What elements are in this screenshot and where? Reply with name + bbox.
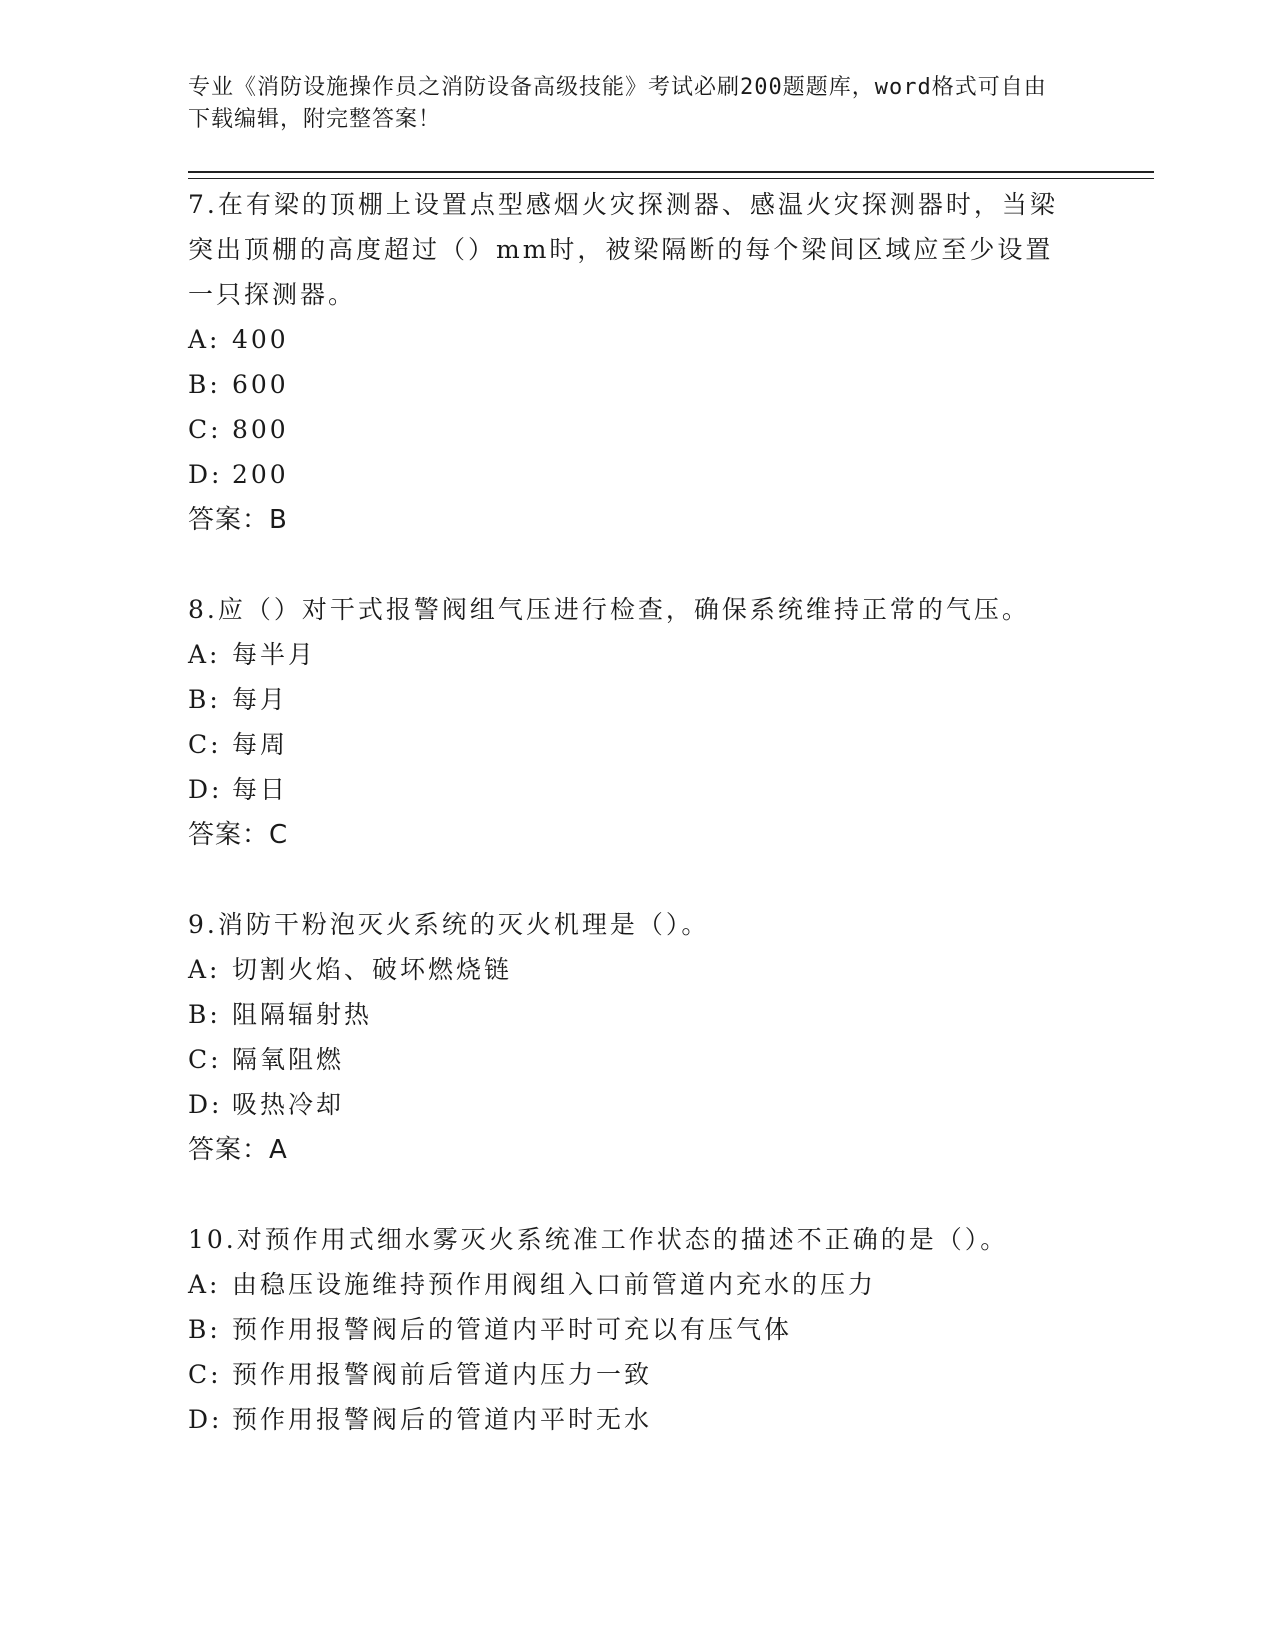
option-letter: A: xyxy=(188,1270,221,1299)
option-text: 200 xyxy=(232,460,289,489)
option-d xyxy=(188,1397,1148,1442)
option-c xyxy=(188,407,1148,452)
answer-line: 答案：A xyxy=(188,1135,288,1165)
option-letter: B: xyxy=(188,1315,221,1344)
option-letter: D: xyxy=(188,1090,223,1119)
option-letter: C: xyxy=(188,1360,222,1389)
header-divider xyxy=(188,171,1154,179)
option-a xyxy=(188,632,1148,677)
document-page xyxy=(188,72,1148,1486)
option-letter: D: xyxy=(188,775,223,804)
option-letter: C: xyxy=(188,1045,222,1074)
option-text: 预作用报警阀后的管道内平时可充以有压气体 xyxy=(232,1315,793,1344)
option-letter: B: xyxy=(188,685,221,714)
option-text: 预作用报警阀前后管道内压力一致 xyxy=(232,1360,653,1389)
option-d xyxy=(188,1082,1148,1127)
option-text: 预作用报警阀后的管道内平时无水 xyxy=(232,1405,653,1434)
option-text: 阻隔辐射热 xyxy=(232,1000,373,1029)
document-header: 专业《消防设施操作员之消防设备高级技能》考试必刷200题题库，word格式可自由下载编辑，附完整答案！ xyxy=(188,75,1047,132)
question-list xyxy=(188,182,1148,1442)
option-b xyxy=(188,992,1148,1037)
question-stem: 7.在有梁的顶棚上设置点型感烟火灾探测器、感温火灾探测器时，当梁突出顶棚的高度超过（）mm时，被梁隔断的每个梁间区域应至少设置一只探测器。 xyxy=(188,190,1058,309)
question-item xyxy=(188,587,1148,858)
question-item xyxy=(188,182,1148,543)
option-d xyxy=(188,452,1148,497)
option-c xyxy=(188,1352,1148,1397)
option-text: 每周 xyxy=(232,730,289,759)
option-letter: B: xyxy=(188,1000,221,1029)
option-text: 由稳压设施维持预作用阀组入口前管道内充水的压力 xyxy=(232,1270,877,1299)
option-c xyxy=(188,1037,1148,1082)
option-letter: A: xyxy=(188,640,221,669)
option-b xyxy=(188,677,1148,722)
option-text: 每日 xyxy=(232,775,289,804)
option-text: 400 xyxy=(232,325,289,354)
option-text: 800 xyxy=(232,415,289,444)
option-b xyxy=(188,1307,1148,1352)
option-c xyxy=(188,722,1148,767)
option-text: 隔氧阻燃 xyxy=(232,1045,345,1074)
option-letter: C: xyxy=(188,415,222,444)
answer-line: 答案：C xyxy=(188,820,289,850)
option-letter: C: xyxy=(188,730,222,759)
option-letter: D: xyxy=(188,1405,223,1434)
question-stem: 10.对预作用式细水雾灭火系统准工作状态的描述不正确的是（）。 xyxy=(188,1225,1009,1254)
option-letter: D: xyxy=(188,460,223,489)
option-letter: A: xyxy=(188,955,221,984)
option-text: 吸热冷却 xyxy=(232,1090,345,1119)
answer-line: 答案：B xyxy=(188,505,288,535)
question-item xyxy=(188,1217,1148,1442)
option-text: 每月 xyxy=(232,685,289,714)
option-text: 切割火焰、破坏燃烧链 xyxy=(232,955,513,984)
question-item xyxy=(188,902,1148,1173)
option-letter: B: xyxy=(188,370,221,399)
option-d xyxy=(188,767,1148,812)
option-a xyxy=(188,947,1148,992)
option-a xyxy=(188,317,1148,362)
option-letter: A: xyxy=(188,325,221,354)
option-text: 600 xyxy=(232,370,289,399)
option-text: 每半月 xyxy=(232,640,317,669)
question-stem: 9.消防干粉泡灭火系统的灭火机理是（）。 xyxy=(188,910,710,939)
option-a xyxy=(188,1262,1148,1307)
question-stem: 8.应（）对干式报警阀组气压进行检查，确保系统维持正常的气压。 xyxy=(188,595,1030,624)
option-b xyxy=(188,362,1148,407)
